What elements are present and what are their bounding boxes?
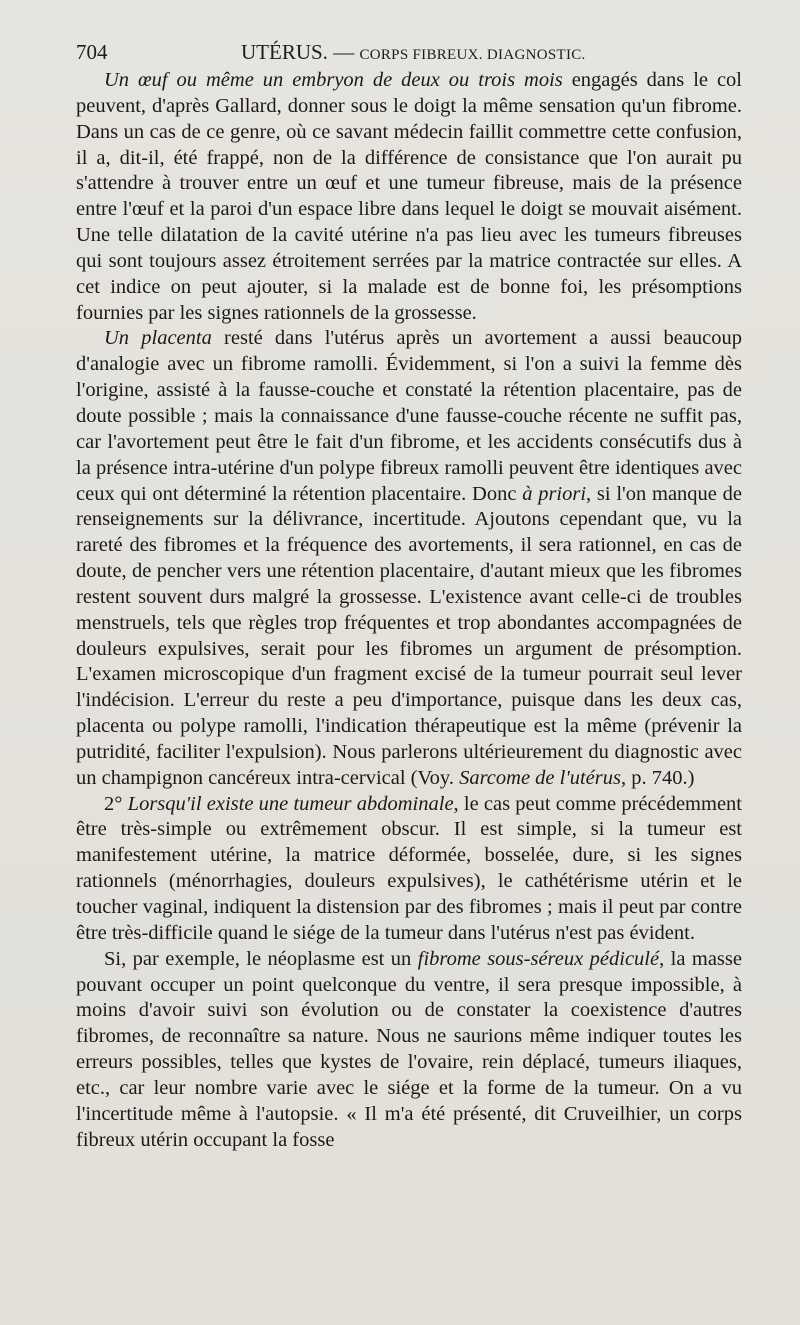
italic-text: Un placenta [104, 327, 212, 350]
text-run: Si, par exemple, le néoplasme est un [104, 947, 418, 970]
header-title: UTÉRUS. [241, 40, 328, 64]
text-run: , si l'on manque de renseignements sur la délivrance, incertitude. Ajoutons cependant que, vu la rareté des fibromes et la fréquence des avortements, il sera rationnel, en cas de doute, de pencher vers une rétention placentaire, d'autant mieux que les fibromes restent souvent durs malgré la grossesse. L'existence avant celle-ci de troubles menstruels, tels que règles trop fréquentes et trop abondantes accompagnées de douleurs expulsives, serait pour les fibromes un argument de présomption. L'examen microscopique d'un fragment excisé de la tumeur pourrait seul lever l'indécision. L'erreur du reste a peu d'importance, puisque dans les deux cas, placenta ou polype ramolli, l'indication thérapeutique est la même (prévenir la putridité, faciliter l'expulsion). Nous parlerons ultérieurement du diagnostic avec un champignon cancéreux intra-cervical (Voy. [76, 482, 742, 789]
italic-text: fibrome sous-séreux pédiculé [417, 947, 660, 970]
text-run: , la masse pouvant occuper un point quelconque du ventre, il sera presque impossible, à moins d'avoir suivi son évolution ou de constater la coexistence d'autres fibromes, de reconnaître sa nature. Nous ne saurions même indiquer toutes les erreurs possibles, telles que kystes de l'ovaire, rein déplacé, tumeurs iliaques, etc., car leur nombre varie avec le siége et la forme de la tumeur. On a vu l'incertitude même à l'autopsie. « Il m'a été présenté, dit Cruveilhier, un corps fibreux utérin occupant la fosse [76, 947, 742, 1151]
running-header [76, 38, 596, 66]
italic-text: à priori [522, 482, 587, 505]
text-run: , le cas peut comme précédemment être très-simple ou extrêmement obscur. Il est simple, si la tumeur est manifestement utérine, la matrice déformée, bosselée, dure, si les signes rationnels (ménorrhagies, douleurs expulsives), le cathétérisme utérin et le toucher vaginal, indiquent la distension par des fibromes ; mais il peut par contre être très-difficile quand le siége de la tumeur dans l'utérus n'est pas évident. [76, 792, 742, 944]
italic-text: Lorsqu'il existe une tumeur abdominale [127, 792, 454, 815]
text-run: resté dans l'utérus après un avortement a aussi beaucoup d'analogie avec un fibrome ramolli. Évidemment, si l'on a suivi la femme dès l'origine, assisté à la fausse-couche et constaté la rétention placentaire, pas de doute possible ; mais la connaissance d'une fausse-couche récente ne suffit pas, car l'avortement peut être le fait d'un fibrome, et les accidents consécutifs dus à la présence intra-utérine d'un polype fibreux ramolli peuvent être identiques avec ceux qui ont déterminé la rétention placentaire. Donc [76, 327, 742, 505]
running-title [241, 40, 586, 65]
paragraph [76, 326, 742, 791]
paragraph [76, 792, 742, 947]
italic-text: Un œuf ou même un embryon de deux ou trois mois [104, 69, 563, 91]
header-subtitle: CORPS FIBREUX. DIAGNOSTIC. [359, 47, 586, 63]
paragraph [76, 68, 742, 326]
paragraph [76, 947, 742, 1154]
italic-text: Sarcome de l'utérus [459, 766, 621, 789]
body-text [76, 68, 742, 1153]
header-dash: — [327, 40, 360, 64]
text-run: , p. 740.) [620, 766, 695, 789]
page-number: 704 [76, 40, 108, 64]
text-run: engagés dans le col peuvent, d'après Gallard, donner sous le doigt la même sensation qu'un fibrome. Dans un cas de ce genre, où ce savant médecin faillit commettre cette confusion, il a, dit-il, été frappé, non de la différence de consistance que l'on aurait pu s'attendre à trouver entre un œuf et une tumeur fibreuse, mais de la présence entre l'œuf et la paroi d'un espace libre dans lequel le doigt se mouvait aisément. Une telle dilatation de la cavité utérine n'a pas lieu avec les tumeurs fibreuses qui sont toujours assez étroitement serrées par la matrice contractée sur elles. A cet indice on peut ajouter, si la malade est de bonne foi, les présomptions fournies par les signes rationnels de la grossesse. [76, 69, 742, 324]
text-run: 2° [104, 792, 128, 815]
